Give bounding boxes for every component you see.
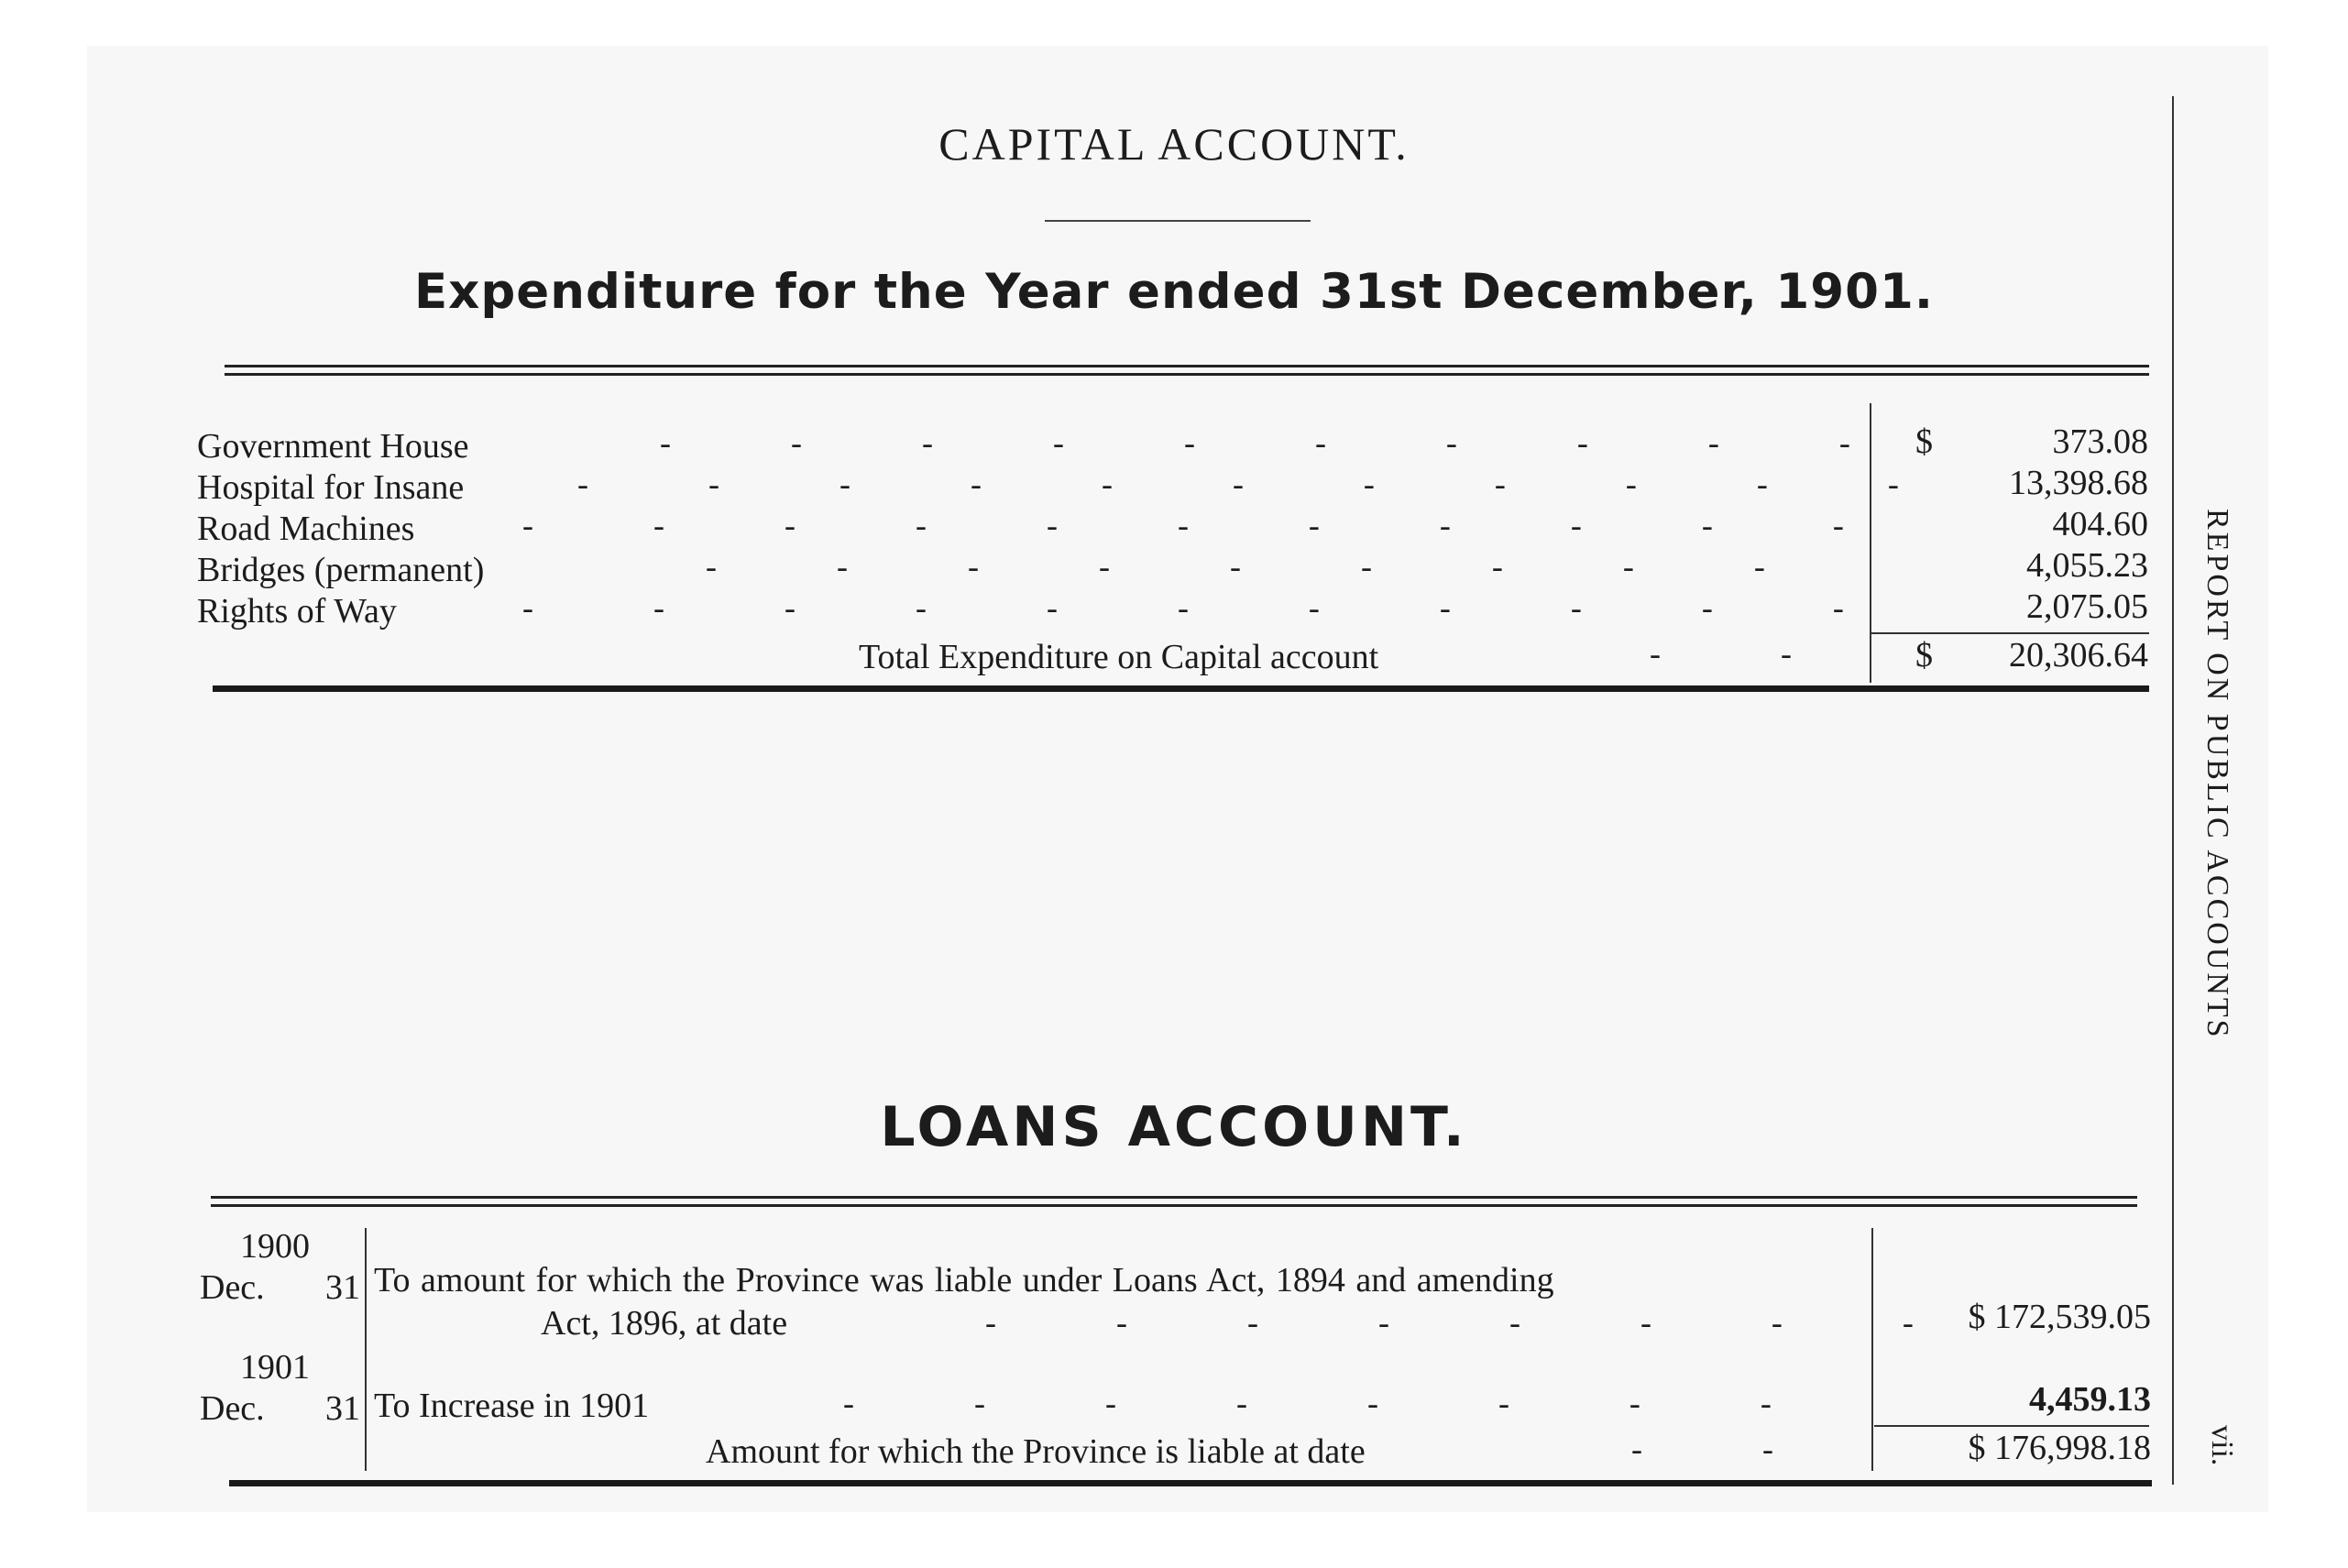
leader-dashes: - -	[1650, 635, 1792, 672]
leader-dashes: - - - - - - - - - - -	[522, 589, 1844, 626]
date-column-divider	[365, 1228, 367, 1471]
item-label: Rights of Way	[197, 592, 397, 630]
item-amount: 404.60	[2052, 505, 2148, 543]
capital-bottom-rule	[213, 685, 2149, 692]
leader-dashes: - -	[1631, 1431, 1773, 1467]
loans-amount-column-divider	[1871, 1228, 1873, 1471]
page-number: vii.	[2205, 1425, 2239, 1466]
entry-month: Dec.	[200, 1268, 265, 1307]
leader-dashes: - - - - - - - -	[985, 1304, 1914, 1341]
loans-total-amount: $ 176,998.18	[1968, 1429, 2151, 1467]
item-label: Road Machines	[197, 510, 415, 548]
leader-dashes: - - - - - - - -	[843, 1385, 1772, 1421]
running-title: REPORT ON PUBLIC ACCOUNTS	[2200, 509, 2234, 1040]
entry-description: To amount for which the Province was liable under Loans Act, 1894 and amending	[374, 1261, 1554, 1299]
item-label: Bridges (permanent)	[197, 551, 485, 589]
loans-total-label: Amount for which the Province is liable at date	[706, 1432, 1366, 1471]
entry-day: 31	[325, 1389, 360, 1428]
leader-dashes: - - - - - - - - - - -	[577, 466, 1899, 502]
entry-year: 1901	[240, 1348, 310, 1387]
item-amount: 373.08	[2052, 422, 2148, 461]
total-label: Total Expenditure on Capital account	[859, 638, 1379, 676]
total-amount: 20,306.64	[2009, 636, 2148, 674]
leader-dashes: - - - - - - - - - -	[660, 424, 1850, 461]
entry-amount: $ 172,539.05	[1968, 1298, 2151, 1336]
entry-month: Dec.	[200, 1389, 265, 1428]
capital-amount-column-divider	[1870, 403, 1871, 683]
item-amount: 2,075.05	[2026, 587, 2148, 626]
entry-day: 31	[325, 1268, 360, 1307]
entry-amount: 4,459.13	[2029, 1380, 2151, 1419]
subtotal-rule	[1871, 632, 2149, 634]
entry-description: To Increase in 1901	[374, 1387, 650, 1425]
title-divider	[1045, 220, 1311, 222]
item-label: Hospital for Insane	[197, 468, 465, 507]
leader-dashes: - - - - - - - - - - -	[522, 507, 1844, 543]
capital-account-subtitle: Expenditure for the Year ended 31st December, 1901.	[413, 264, 1935, 320]
page-margin-rule	[2172, 96, 2174, 1485]
currency-sign: $	[1915, 636, 1933, 674]
loans-top-double-rule	[211, 1196, 2137, 1207]
leader-dashes: - - - - - - - - -	[706, 548, 1765, 585]
loans-bottom-rule	[229, 1480, 2152, 1486]
entry-description-continued: Act, 1896, at date	[541, 1304, 788, 1343]
item-amount: 4,055.23	[2026, 546, 2148, 585]
item-amount: 13,398.68	[2009, 464, 2148, 502]
loans-account-title: LOANS ACCOUNT.	[880, 1095, 1468, 1159]
capital-account-title: CAPITAL ACCOUNT.	[938, 118, 1410, 170]
entry-year: 1900	[240, 1227, 310, 1266]
subtotal-rule	[1874, 1425, 2149, 1427]
item-label: Government House	[197, 427, 469, 466]
capital-top-double-rule	[225, 365, 2149, 376]
currency-sign: $	[1915, 422, 1933, 461]
